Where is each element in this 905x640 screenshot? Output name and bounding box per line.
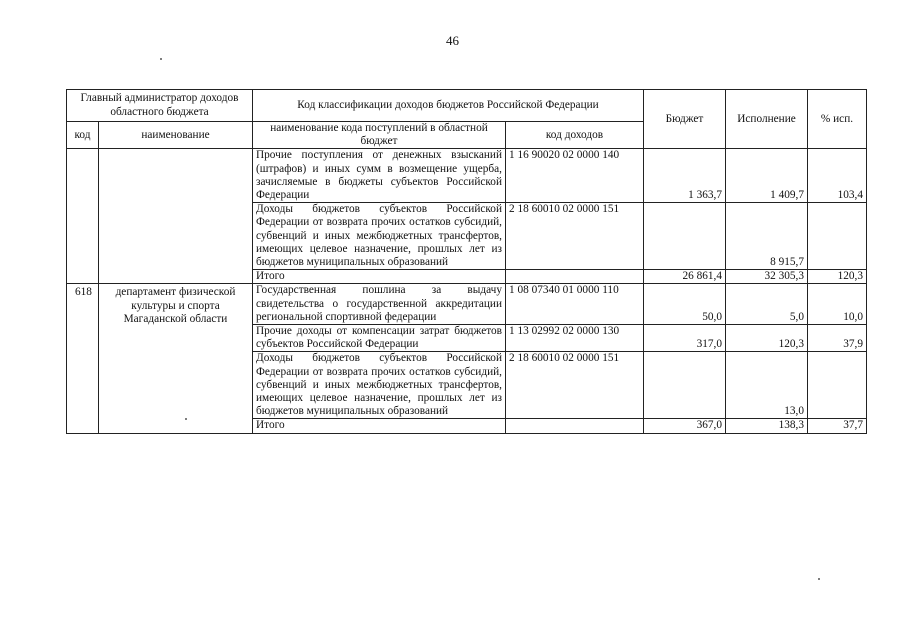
- income-code: 2 18 60010 02 0000 151: [506, 203, 644, 270]
- budget-value: 50,0: [644, 284, 726, 325]
- percent-value: 37,9: [808, 325, 867, 352]
- execution-value: 5,0: [726, 284, 808, 325]
- execution-value: 120,3: [726, 325, 808, 352]
- header-budget: Бюджет: [644, 90, 726, 149]
- income-code: 2 18 60010 02 0000 151: [506, 352, 644, 419]
- income-code: 1 16 90020 02 0000 140: [506, 149, 644, 203]
- percent-value: [808, 352, 867, 419]
- income-description: Доходы бюджетов субъектов Российской Федерации от возврата прочих остатков субсидий, субвенций и иных межбюджетных трансфертов, имеющих целевое назначение, прошлых лет из бюджетов муниципальных образований: [253, 352, 506, 419]
- budget-value: [644, 352, 726, 419]
- total-execution: 32 305,3: [726, 270, 808, 284]
- execution-value: 13,0: [726, 352, 808, 419]
- admin-name-cell: [99, 149, 253, 284]
- header-name: наименование: [99, 122, 253, 149]
- budget-value: 317,0: [644, 325, 726, 352]
- execution-value: 1 409,7: [726, 149, 808, 203]
- scan-speck: [185, 418, 187, 420]
- budget-value: 1 363,7: [644, 149, 726, 203]
- income-description: Прочие доходы от компенсации затрат бюджетов субъектов Российской Федерации: [253, 325, 506, 352]
- percent-value: 10,0: [808, 284, 867, 325]
- header-income-name: наименование кода поступлений в областной бюджет: [253, 122, 506, 149]
- total-budget: 367,0: [644, 419, 726, 433]
- admin-code-cell: [67, 149, 99, 284]
- scan-speck: [818, 578, 820, 580]
- table-row: [67, 149, 867, 203]
- total-budget: 26 861,4: [644, 270, 726, 284]
- admin-code: 618: [67, 284, 99, 433]
- total-execution: 138,3: [726, 419, 808, 433]
- percent-value: [808, 203, 867, 270]
- total-label: Итого: [253, 270, 506, 284]
- income-description: Государственная пошлина за выдачу свидетельства о государственной аккредитации региональной спортивной федерации: [253, 284, 506, 325]
- table-row: [67, 284, 867, 325]
- header-admin-group: Главный администратор доходов областного бюджета: [67, 90, 253, 122]
- total-percent: 37,7: [808, 419, 867, 433]
- header-income-code: код доходов: [506, 122, 644, 149]
- budget-value: [644, 203, 726, 270]
- execution-value: 8 915,7: [726, 203, 808, 270]
- header-code: код: [67, 122, 99, 149]
- page-number: 46: [446, 33, 459, 48]
- admin-name: департамент физической культуры и спорта Магаданской области: [99, 284, 253, 433]
- income-code: 1 13 02992 02 0000 130: [506, 325, 644, 352]
- total-percent: 120,3: [808, 270, 867, 284]
- header-execution: Исполнение: [726, 90, 808, 149]
- header-percent: % исп.: [808, 90, 867, 149]
- income-description: Доходы бюджетов субъектов Российской Федерации от возврата прочих остатков субсидий, субвенций и иных межбюджетных трансфертов, имеющих целевое назначение, прошлых лет из бюджетов муниципальных образований: [253, 203, 506, 270]
- income-code: 1 08 07340 01 0000 110: [506, 284, 644, 325]
- total-code-cell: [506, 419, 644, 433]
- header-classification-group: Код классификации доходов бюджетов Российской Федерации: [253, 90, 644, 122]
- total-label: Итого: [253, 419, 506, 433]
- scan-speck: [160, 58, 162, 60]
- percent-value: 103,4: [808, 149, 867, 203]
- income-description: Прочие поступления от денежных взысканий (штрафов) и иных сумм в возмещение ущерба, зачисляемые в бюджеты субъектов Российской Федерации: [253, 149, 506, 203]
- income-table: [66, 89, 867, 434]
- total-code-cell: [506, 270, 644, 284]
